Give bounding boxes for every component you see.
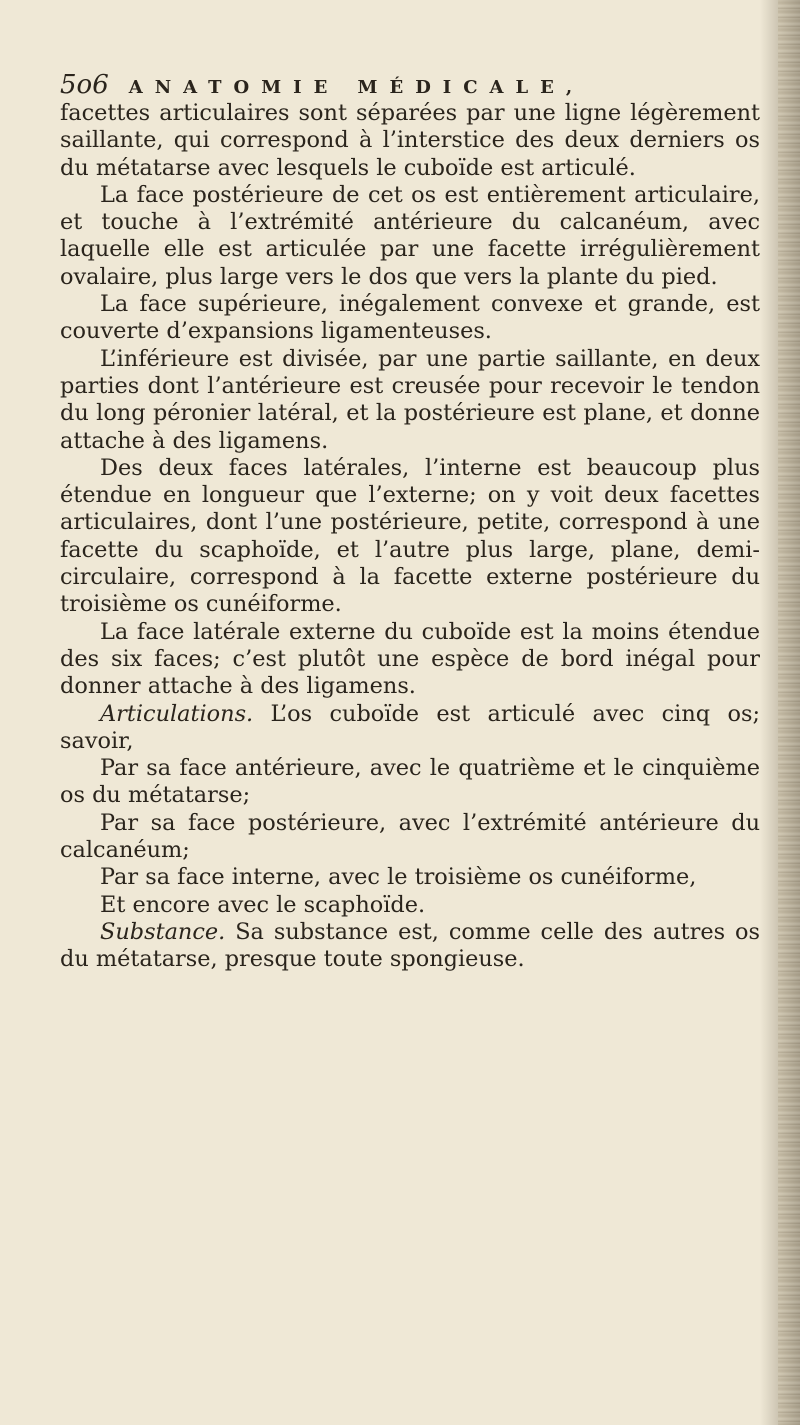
paragraph-posterior-face: La face postérieure de cet os est entièrement articulaire, et touche à l’extrémité antérieure du calcanéum, avec laquelle elle est articulée par une facette irrégulièrement ovalaire, plus large vers le dos que vers la plante du pied. — [60, 181, 760, 290]
paragraph-lateral-faces: Des deux faces latérales, l’interne est beaucoup plus étendue en longueur que l’externe; on y voit deux facettes articulaires, dont l’une postérieure, petite, correspond à une facette du scaphoïde, et l’autre plus large, plane, demi-circulaire, correspond à la facette externe postérieure du troisième os cunéiforme. — [60, 454, 760, 618]
paragraph-articulations — [60, 701, 760, 756]
articulations-heading: Articulations. — [100, 700, 254, 727]
page-gutter-shadow — [778, 0, 800, 1425]
paragraph-substance — [60, 919, 760, 974]
paragraph-anterior-articulation: Par sa face antérieure, avec le quatrième et le cinquième os du métatarse; — [60, 755, 760, 809]
paragraph-internal-articulation: Par sa face interne, avec le troisième os cunéiforme, — [100, 864, 697, 891]
paragraph-superior-face: La face supérieure, inégalement convexe et grande, est couverte d’expansions ligamenteuses. — [60, 291, 760, 345]
paragraph-external-face: La face latérale externe du cuboïde est la moins étendue des six faces; c’est plutôt une espèce de bord inégal pour donner attache à des ligamens. — [60, 618, 760, 700]
paragraph-posterior-articulation: Par sa face postérieure, avec l’extrémité antérieure du calcanéum; — [60, 809, 760, 864]
page-number: 5o6 — [60, 70, 109, 100]
paragraph-continuation: facettes articulaires sont séparées par une ligne légèrement saillante, qui correspond à l’interstice des deux derniers os du métatarse avec lesquels le cuboïde est articulé. — [60, 100, 760, 181]
paragraph-inferior-face: L’inférieure est divisée, par une partie saillante, en deux parties dont l’antérieure est creusée pour recevoir le tendon du long péronier latéral, et la postérieure est plane, et donne attache à des ligamens. — [60, 345, 760, 454]
substance-text: Sa substance est, comme celle des autres os du métatarse, presque toute spongieuse. — [60, 918, 760, 973]
paragraph-scaphoid-articulation: Et encore avec le scaphoïde. — [100, 891, 426, 918]
articulations-text: L’os cuboïde est articulé avec cinq os; savoir, — [60, 700, 760, 754]
running-title: ANATOMIE MÉDICALE, — [128, 77, 585, 98]
substance-heading: Substance. — [100, 918, 226, 945]
body-text — [60, 100, 760, 974]
